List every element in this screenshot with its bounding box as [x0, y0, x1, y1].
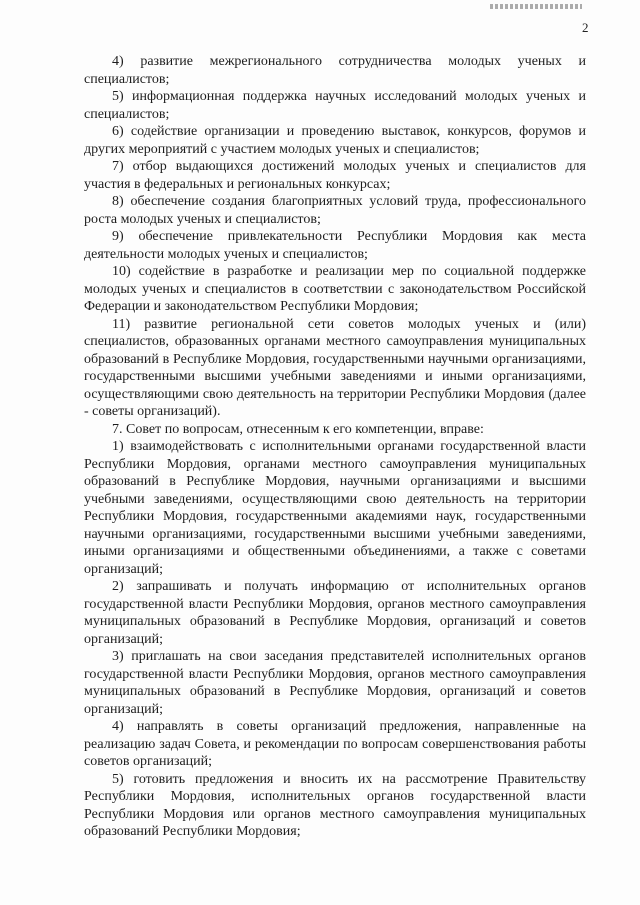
paragraph-item-7: 7) отбор выдающихся достижений молодых ученых и специалистов для участия в федеральных и региональных конкурсах; — [84, 159, 586, 192]
paragraph-item-10: 10) содействие в разработке и реализации мер по социальной поддержке молодых ученых и специалистов в соответствии с законодательством Российской Федерации и законодательством Республики Мордовия; — [84, 264, 586, 314]
document-body — [84, 53, 586, 841]
paragraph-item-4: 4) развитие межрегионального сотрудничества молодых ученых и специалистов; — [84, 54, 586, 87]
scan-artifact — [490, 4, 582, 9]
paragraph-item-11: 11) развитие региональной сети советов молодых ученых и (или) специалистов, образованных органами местного самоуправления муниципальных образований в Республике Мордовия, государственными научными организациями, государственными высшими учебными заведениями и иными организациями, осуществляющими свою деятельность на территории Республики Мордовия (далее - советы организаций). — [84, 316, 586, 419]
right-item-2: 2) запрашивать и получать информацию от исполнительных органов государственной власти Республики Мордовия, органов местного самоуправления муниципальных образований в Республике Мордовия, организаций и советов организаций; — [84, 579, 586, 647]
section-7-heading: 7. Совет по вопросам, отнесенным к его компетенции, вправе: — [112, 421, 484, 437]
right-item-1: 1) взаимодействовать с исполнительными органами государственной власти Республики Мордовия, органами местного самоуправления муниципальных образований в Республике Мордовия, научными организациями и высшими учебными заведениями, осуществляющими свою деятельность на территории Республики Мордовия, государственными академиями наук, государственными научными организациями, государственными высшими учебными заведениями, иными организациями и общественными объединениями, а также с советами организаций; — [84, 439, 586, 577]
right-item-3: 3) приглашать на свои заседания представителей исполнительных органов государственной власти Республики Мордовия, органов местного самоуправления муниципальных образований в Республике Мордовия, организаций и советов организаций; — [84, 649, 586, 717]
paragraph-item-5: 5) информационная поддержка научных исследований молодых ученых и специалистов; — [84, 89, 586, 122]
right-item-5: 5) готовить предложения и вносить их на рассмотрение Правительству Республики Мордовия, исполнительных органов государственной власти Республики Мордовия или органов местного самоуправления муниципальных образований Республики Мордовия; — [84, 771, 586, 839]
paragraph-item-6: 6) содействие организации и проведению выставок, конкурсов, форумов и других мероприятий с участием молодых ученых и специалистов; — [84, 124, 586, 157]
page-number: 2 — [582, 20, 589, 35]
right-item-4: 4) направлять в советы организаций предложения, направленные на реализацию задач Совета, и рекомендации по вопросам совершенствования работы советов организаций; — [84, 719, 586, 769]
paragraph-item-8: 8) обеспечение создания благоприятных условий труда, профессионального роста молодых ученых и специалистов; — [84, 194, 586, 227]
paragraph-item-9: 9) обеспечение привлекательности Республики Мордовия как места деятельности молодых ученых и специалистов; — [84, 229, 586, 262]
